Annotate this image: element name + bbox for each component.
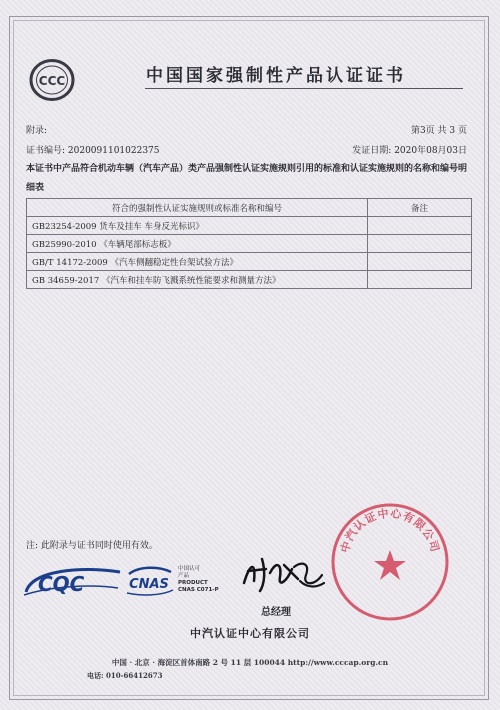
cnas-line: CNAS C071-P (178, 587, 219, 593)
certificate-number: 证书编号: 2020091101022375 (26, 146, 160, 156)
seal-text: 中汽认证中心有限公司 (338, 506, 442, 555)
cqc-logo-icon (22, 566, 122, 596)
cnas-line: 产品 (178, 573, 190, 579)
ccc-logo-text: CCC (38, 74, 66, 88)
table-row (27, 235, 472, 253)
signatory-title: 总经理 (261, 607, 291, 618)
table-row (27, 271, 472, 289)
official-seal (328, 500, 452, 624)
ccc-logo-icon (29, 58, 75, 102)
table-header-row (27, 199, 472, 217)
table-cell-standard: GB25990-2010 《车辆尾部标志板》 (27, 235, 368, 253)
attachment-label: 附录: (26, 126, 48, 136)
issue-date: 发证日期: 2020年08月03日 (352, 146, 467, 156)
page-info: 第3页 共 3 页 (410, 126, 467, 136)
svg-text:中汽认证中心有限公司 (337, 506, 442, 554)
cnas-accreditation-text (178, 566, 219, 594)
page-title: 中国国家强制性产品认证证书 (146, 66, 406, 86)
standards-table (26, 198, 472, 289)
cnas-line: 中国认可 (178, 566, 201, 572)
table-header-standard: 符合的强制性认证实施规则或标准名称和编号 (27, 199, 368, 217)
cqc-logo-text: CQC (38, 572, 85, 596)
table-cell-standard: GB 34659-2017 《汽车和挂车防飞溅系统性能要求和测量方法》 (27, 271, 368, 289)
cnas-line: PRODUCT (178, 580, 208, 586)
table-header-remark: 备注 (368, 199, 472, 217)
footer-phone: 电话: 010-66412673 (87, 671, 163, 680)
title-underline (145, 88, 463, 89)
table-cell-standard: GB/T 14172-2009 《汽车侧翻稳定性台架试验方法》 (27, 253, 368, 271)
table-cell-remark (368, 253, 472, 271)
table-row (27, 217, 472, 235)
issuing-organization: 中汽认证中心有限公司 (190, 627, 310, 640)
intro-text: 本证书中产品符合机动车辆（汽车产品）类产品强制性认证实施规则引用的标准和认证实施规则的名称和编号明细表 (26, 164, 468, 193)
validity-note: 注: 此附录与证书同时使用有效。 (26, 541, 158, 551)
handwritten-signature (236, 553, 326, 595)
table-row (27, 253, 472, 271)
cnas-logo-icon (123, 566, 175, 596)
cnas-logo-text: CNAS (129, 577, 169, 592)
table-cell-remark (368, 271, 472, 289)
footer-address: 中国 · 北京 · 海淀区首体南路 2 号 11 层 100044 http://www.cccap.org.cn (111, 658, 389, 667)
table-cell-remark (368, 235, 472, 253)
seal-star-icon (374, 550, 406, 580)
table-cell-remark (368, 217, 472, 235)
table-cell-standard: GB23254-2009 货车及挂车 车身反光标识》 (27, 217, 368, 235)
